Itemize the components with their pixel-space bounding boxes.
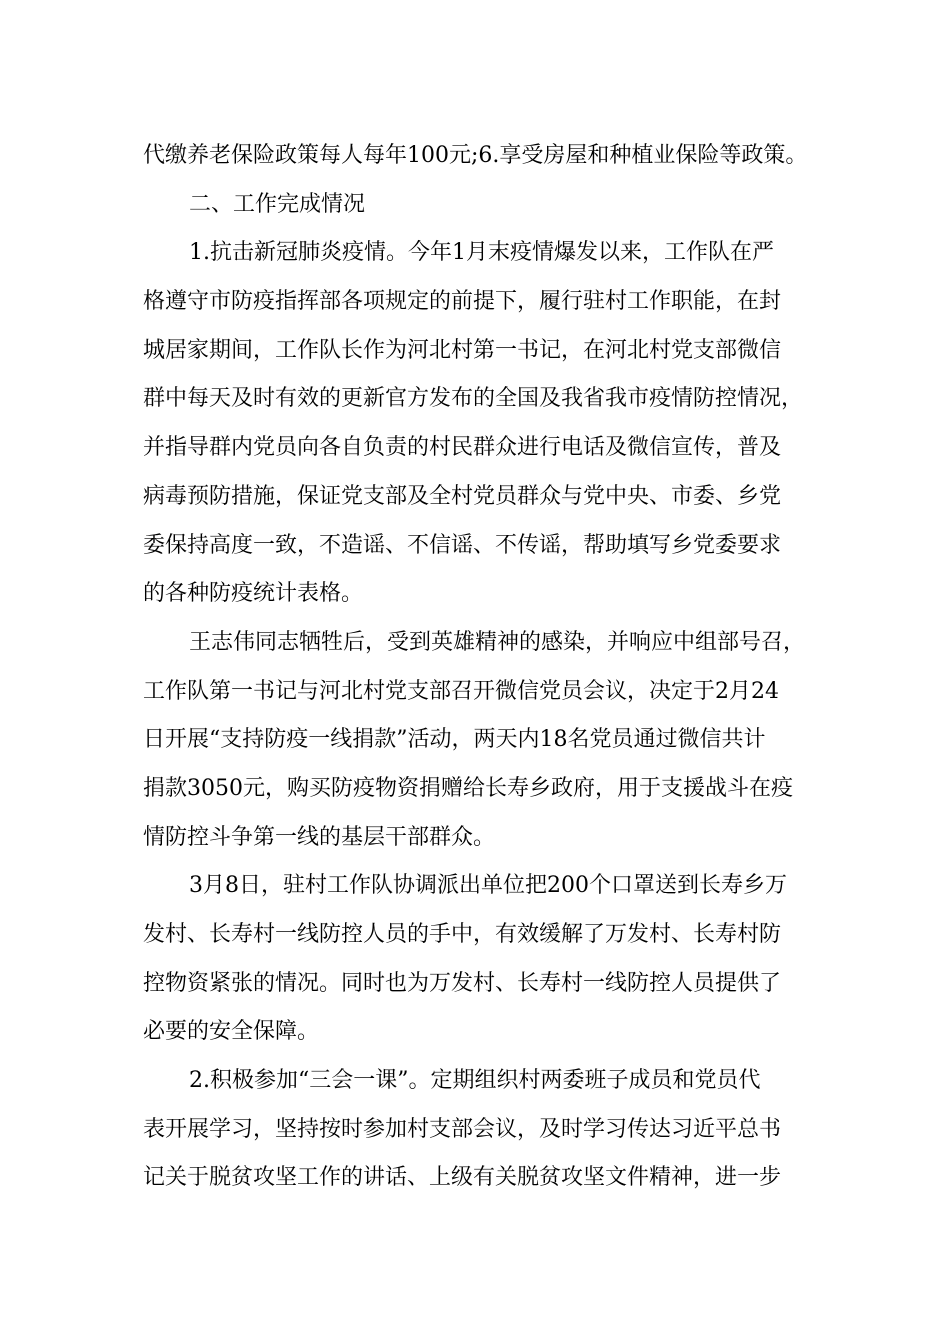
- text-line: 3月8日，驻村工作队协调派出单位把200个口罩送到长寿乡万: [189, 873, 787, 899]
- text-line: 城居家期间，工作队长作为河北村第一书记，在河北村党支部微信: [143, 337, 782, 363]
- text-line: 必要的安全保障。: [143, 1019, 320, 1045]
- document-body: [143, 132, 813, 1203]
- text-line: 工作队第一书记与河北村党支部召开微信党员会议，决定于2月24: [143, 678, 779, 704]
- text-line: 并指导群内党员向各自负责的村民群众进行电话及微信宣传，普及: [143, 435, 782, 461]
- text-line: 记关于脱贫攻坚工作的讲话、上级有关脱贫攻坚文件精神，进一步: [143, 1165, 782, 1191]
- text-line: 2.积极参加“三会一课”。定期组织村两委班子成员和党员代: [189, 1068, 761, 1094]
- text-line: 发村、长寿村一线防控人员的手中，有效缓解了万发村、长寿村防: [143, 922, 782, 947]
- text-line: 日开展“支持防疫一线捐款”活动，两天内18名党员通过微信共计: [143, 727, 766, 753]
- text-line: 委保持高度一致，不造谣、不信谣、不传谣，帮助填写乡党委要求: [143, 532, 782, 558]
- text-line: 病毒预防措施，保证党支部及全村党员群众与党中央、市委、乡党: [143, 483, 782, 509]
- section-heading: 二、工作完成情况: [189, 191, 366, 217]
- text-line: 情防控斗争第一线的基层干部群众。: [143, 824, 496, 850]
- text-line: 控物资紧张的情况。同时也为万发村、长寿村一线防控人员提供了: [143, 970, 782, 996]
- text-line: 1.抗击新冠肺炎疫情。今年1月末疫情爆发以来，工作队在严: [189, 240, 774, 266]
- text-line: 代缴养老保险政策每人每年100元;6.享受房屋和种植业保险等政策。: [143, 143, 808, 168]
- text-line: 的各种防疫统计表格。: [143, 581, 364, 607]
- text-line: 表开展学习，坚持按时参加村支部会议，及时学习传达习近平总书: [143, 1116, 782, 1142]
- text-line: 王志伟同志牺牲后，受到英雄精神的感染，并响应中组部号召，: [189, 629, 806, 655]
- text-line: 格遵守市防疫指挥部各项规定的前提下，履行驻村工作职能，在封: [143, 289, 782, 315]
- text-line: 捐款3050元，购买防疫物资捐赠给长寿乡政府，用于支援战斗在疫: [143, 775, 793, 801]
- text-line: 群中每天及时有效的更新官方发布的全国及我省我市疫情防控情况，: [143, 386, 804, 412]
